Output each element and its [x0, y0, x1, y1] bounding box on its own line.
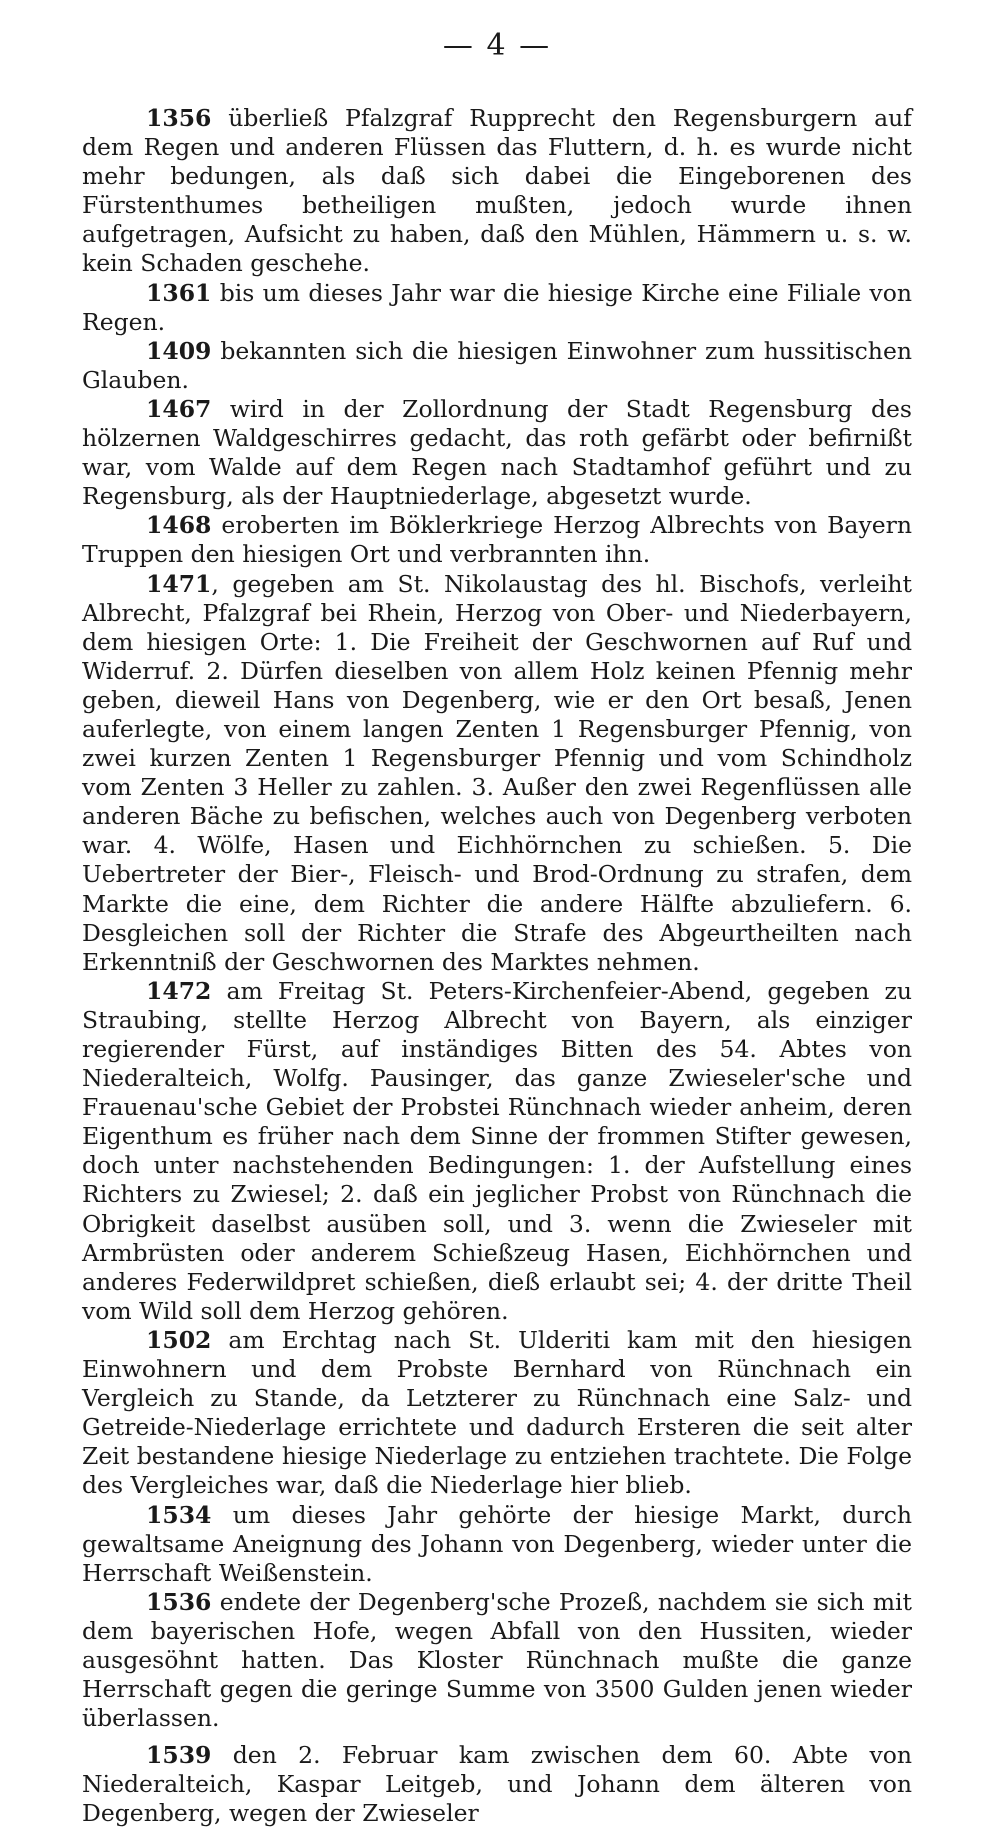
entry-text: überließ Pfalzgraf Rupprecht den Regensburgern auf dem Regen und anderen Flüssen das Fluttern, d. h. es wurde nicht mehr bedungen, als daß sich dabei die Eingeborenen des Fürstenthumes betheiligen mußten, jedoch wurde ihnen aufgetragen, Aufsicht zu haben, daß den Mühlen, Hämmern u. s. w. kein Schaden geschehe. [82, 104, 912, 278]
chronicle-entry-1502 [82, 1326, 912, 1501]
entry-text: bis um dieses Jahr war die hiesige Kirche eine Filiale von Regen. [82, 278, 912, 336]
entry-text: den 2. Februar kam zwischen dem 60. Abte von Niederalteich, Kaspar Leitgeb, und Johann dem älteren von Degenberg, wegen der Zwieseler [82, 1741, 912, 1828]
entry-text: um dieses Jahr gehörte der hiesige Markt, durch gewaltsame Aneignung des Johann von Degenberg, wieder unter die Herrschaft Weißenstein. [82, 1500, 912, 1587]
entry-text: eroberten im Böklerkriege Herzog Albrechts von Bayern Truppen den hiesigen Ort und verbrannten ihn. [82, 511, 912, 569]
chronicle-entry-1471 [82, 570, 912, 977]
entry-year: 1467 [146, 394, 212, 423]
entry-text: endete der Degenberg'sche Prozeß, nachdem sie sich mit dem bayerischen Hofe, wegen Abfall von den Hussiten, wieder ausgesöhnt hatten. Das Kloster Rünchnach mußte die ganze Herrschaft gegen die geringe Summe von 3500 Gulden jenen wieder überlassen. [82, 1587, 912, 1733]
entry-text: am Freitag St. Peters-Kirchenfeier-Abend, gegeben zu Straubing, stellte Herzog Albrecht von Bayern, als einziger regierender Fürst, auf inständiges Bitten des 54. Abtes von Niederalteich, Wolfg. Pausinger, das ganze Zwieseler'sche und Frauenau'sche Gebiet der Probstei Rünchnach wieder anheim, deren Eigenthum es früher nach dem Sinne der frommen Stifter gewesen, doch unter nachstehenden Bedingungen: 1. der Aufstellung eines Richters zu Zwiesel; 2. daß ein jeglicher Probst von Rünchnach die Obrigkeit daselbst ausüben soll, und 3. wenn die Zwieseler mit Armbrüsten oder anderem Schießzeug Hasen, Eichhörnchen und anderes Federwildpret schießen, dieß erlaubt sei; 4. der dritte Theil vom Wild soll dem Herzog gehören. [82, 976, 912, 1325]
chronicle-entry-1534 [82, 1501, 912, 1588]
chronicle-entry-1361 [82, 279, 912, 337]
entry-year: 1356 [146, 104, 212, 132]
entry-text: am Erchtag nach St. Ulderiti kam mit den hiesigen Einwohnern und dem Probste Bernhard von Rünchnach ein Vergleich zu Stande, da Letzterer zu Rünchnach eine Salz- und Getreide-Niederlage errichtete und dadurch Ersteren die seit alter Zeit bestandene hiesige Niederlage zu entziehen trachtete. Die Folge des Vergleiches war, daß die Niederlage hier blieb. [82, 1325, 912, 1500]
entry-text: wird in der Zollordnung der Stadt Regensburg des hölzernen Waldgeschirres gedacht, das roth gefärbt oder befirnißt war, vom Walde auf dem Regen nach Stadtamhof geführt und zu Regensburg, als der Hauptniederlage, abgesetzt wurde. [82, 394, 912, 511]
entry-year: 1534 [146, 1500, 212, 1529]
entry-year: 1471 [146, 569, 212, 598]
chronicle-entry-1539 [82, 1741, 912, 1828]
chronicle-entry-1468 [82, 511, 912, 569]
entry-text: bekannten sich die hiesigen Einwohner zum hussitischen Glauben. [82, 336, 912, 394]
chronicle-entry-1409 [82, 337, 912, 395]
chronicle-entry-1467 [82, 395, 912, 511]
chronicle-text [82, 104, 912, 1829]
chronicle-entry-1356 [82, 104, 912, 279]
entry-year: 1536 [146, 1587, 212, 1616]
entry-year: 1472 [146, 976, 212, 1005]
entry-year: 1502 [146, 1325, 212, 1354]
chronicle-entry-1472 [82, 977, 912, 1326]
entry-year: 1468 [146, 511, 212, 540]
entry-year: 1539 [146, 1741, 212, 1770]
entry-year: 1361 [146, 278, 212, 307]
chronicle-entry-1536 [82, 1588, 912, 1733]
entry-text: , gegeben am St. Nikolaustag des hl. Bischofs, verleiht Albrecht, Pfalzgraf bei Rhein, Herzog von Ober- und Niederbayern, dem hiesigen Orte: 1. Die Freiheit der Geschwornen auf Ruf und Widerruf. 2. Dürfen dieselben von allem Holz keinen Pfennig mehr geben, dieweil Hans von Degenberg, wie er den Ort besaß, Jenen auferlegte, von einem langen Zenten 1 Regensburger Pfennig, von zwei kurzen Zenten 1 Regensburger Pfennig und vom Schindholz vom Zenten 3 Heller zu zahlen. 3. Außer den zwei Regenflüssen alle anderen Bäche zu befischen, welches auch von Degenberg verboten war. 4. Wölfe, Hasen und Eichhörnchen zu schießen. 5. Die Uebertreter der Bier-, Fleisch- und Brod-Ordnung zu strafen, dem Markte die eine, dem Richter die andere Hälfte abzuliefern. 6. Desgleichen soll der Richter die Strafe des Abgeurtheilten nach Erkenntniß der Geschwornen des Marktes nehmen. [82, 569, 912, 976]
page-number: — 4 — [442, 28, 552, 63]
entry-year: 1409 [146, 336, 212, 365]
